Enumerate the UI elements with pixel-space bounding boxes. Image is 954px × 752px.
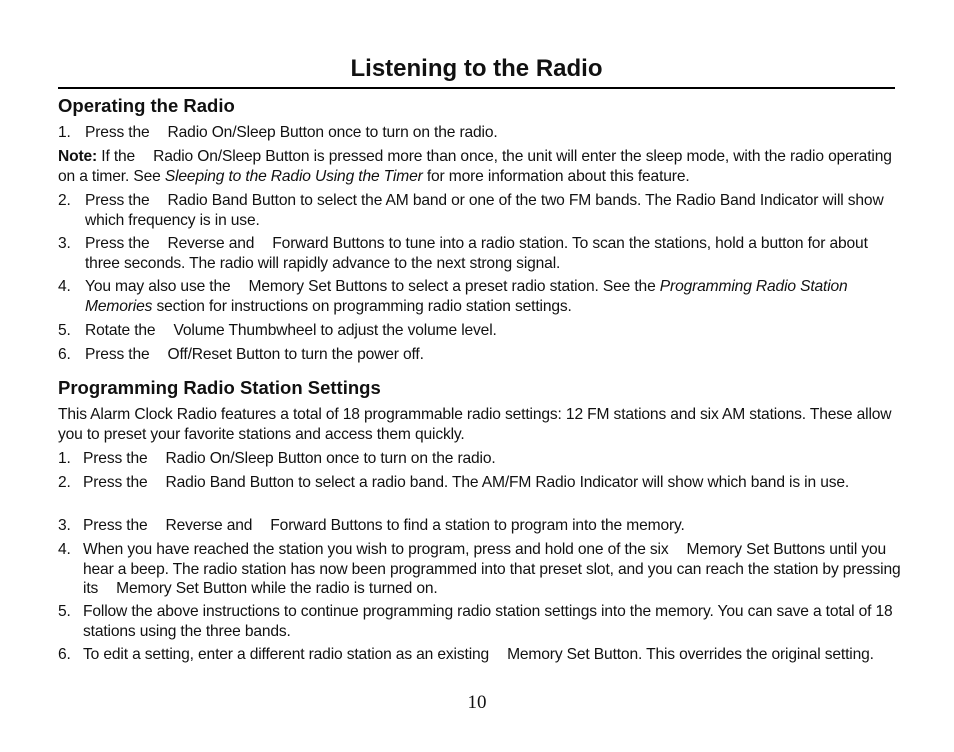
step-number: 5. (58, 603, 71, 620)
operating-step-2: 2. Press the Radio Band Button to select the AM band or one of the two FM bands. The Radio Band Indicator will show which frequency is in use. (58, 192, 884, 229)
programming-intro: This Alarm Clock Radio features a total of 18 programmable radio settings: 12 FM stations and six AM stations. These allow you to preset your favorite stations and access them quickly. (58, 406, 892, 443)
button-term: Forward Buttons (272, 235, 385, 252)
step-number: 1. (58, 124, 71, 141)
button-term: Radio On/Sleep Button (153, 148, 310, 165)
button-term: Memory Set Buttons (686, 541, 826, 558)
section-heading-programming: Programming Radio Station Settings (58, 377, 381, 398)
page-number: 10 (467, 692, 487, 713)
button-term: Reverse (165, 517, 223, 534)
page-title: Listening to the Radio (350, 55, 603, 82)
button-term: Memory Set Button (116, 580, 248, 597)
button-term: Off/Reset Button (167, 346, 281, 363)
step-number: 2. (58, 192, 71, 209)
step-number: 1. (58, 450, 71, 467)
button-term: Reverse (167, 235, 225, 252)
note-label: Note: (58, 148, 98, 165)
programming-step-3: 3. Press the Reverse and Forward Buttons to find a station to program into the memory. (58, 517, 685, 534)
indicator-term: Radio Band Indicator (675, 192, 819, 209)
section-heading-operating: Operating the Radio (58, 95, 235, 116)
programming-step-5: 5. Follow the above instructions to continue programming radio station settings into the memory. You can save a total of 18 stations using the three bands. (58, 603, 893, 640)
operating-step-5: 5. Rotate the Volume Thumbwheel to adjust the volume level. (58, 322, 497, 339)
operating-step-1: 1. Press the Radio On/Sleep Button once to turn on the radio. (58, 124, 498, 141)
section-reference: Sleeping to the Radio Using the Timer (164, 167, 423, 185)
button-term: Radio Band Button (167, 192, 296, 209)
button-term: Memory Set Buttons (248, 278, 388, 295)
button-term: Radio Band Button (165, 474, 294, 491)
step-number: 6. (58, 346, 71, 363)
step-number: 6. (58, 646, 71, 663)
programming-step-6: 6. To edit a setting, enter a different radio station as an existing Memory Set Button. This overrides the original setting. (58, 646, 874, 663)
title-rule (58, 87, 895, 89)
programming-step-2: 2. Press the Radio Band Button to select a radio band. The AM/FM Radio Indicator will show which band is in use. (58, 474, 850, 491)
step-number: 4. (58, 541, 71, 558)
step-number: 3. (58, 517, 71, 534)
step-number: 4. (58, 278, 71, 295)
section-reference: Programming Radio Station Memories (85, 278, 848, 315)
indicator-term: AM/FM Radio Indicator (481, 474, 639, 491)
note-paragraph: Note: If the Radio On/Sleep Button is pressed more than once, the unit will enter the sleep mode, with the radio operating on a timer. See Sleeping to the Radio Using the Timer for more information about this feature. (58, 148, 892, 185)
button-term: Forward Buttons (270, 517, 383, 534)
step-number: 3. (58, 235, 71, 252)
step-number: 5. (58, 322, 71, 339)
programming-step-4: 4. When you have reached the station you wish to program, press and hold one of the six Memory Set Buttons until you hear a beep. The radio station has now been programmed into that preset slot, and you can reach the station by pressing its Memory Set Button while the radio is turned on. (58, 541, 901, 597)
button-term: Memory Set Button (507, 646, 638, 663)
button-term: Radio On/Sleep Button (165, 450, 322, 467)
button-term: Volume Thumbwheel (173, 322, 317, 339)
button-term: Radio On/Sleep Button (167, 124, 324, 141)
step-number: 2. (58, 474, 71, 491)
operating-step-3: 3. Press the Reverse and Forward Buttons to tune into a radio station. To scan the stations, hold a button for about three seconds. The radio will rapidly advance to the next strong signal. (58, 235, 868, 272)
operating-step-6: 6. Press the Off/Reset Button to turn the power off. (58, 346, 424, 363)
programming-step-1: 1. Press the Radio On/Sleep Button once to turn on the radio. (58, 450, 496, 467)
operating-step-4: 4. You may also use the Memory Set Buttons to select a preset radio station. See the Programming Radio Station Memories section for instructions on programming radio station settings. (58, 278, 848, 315)
